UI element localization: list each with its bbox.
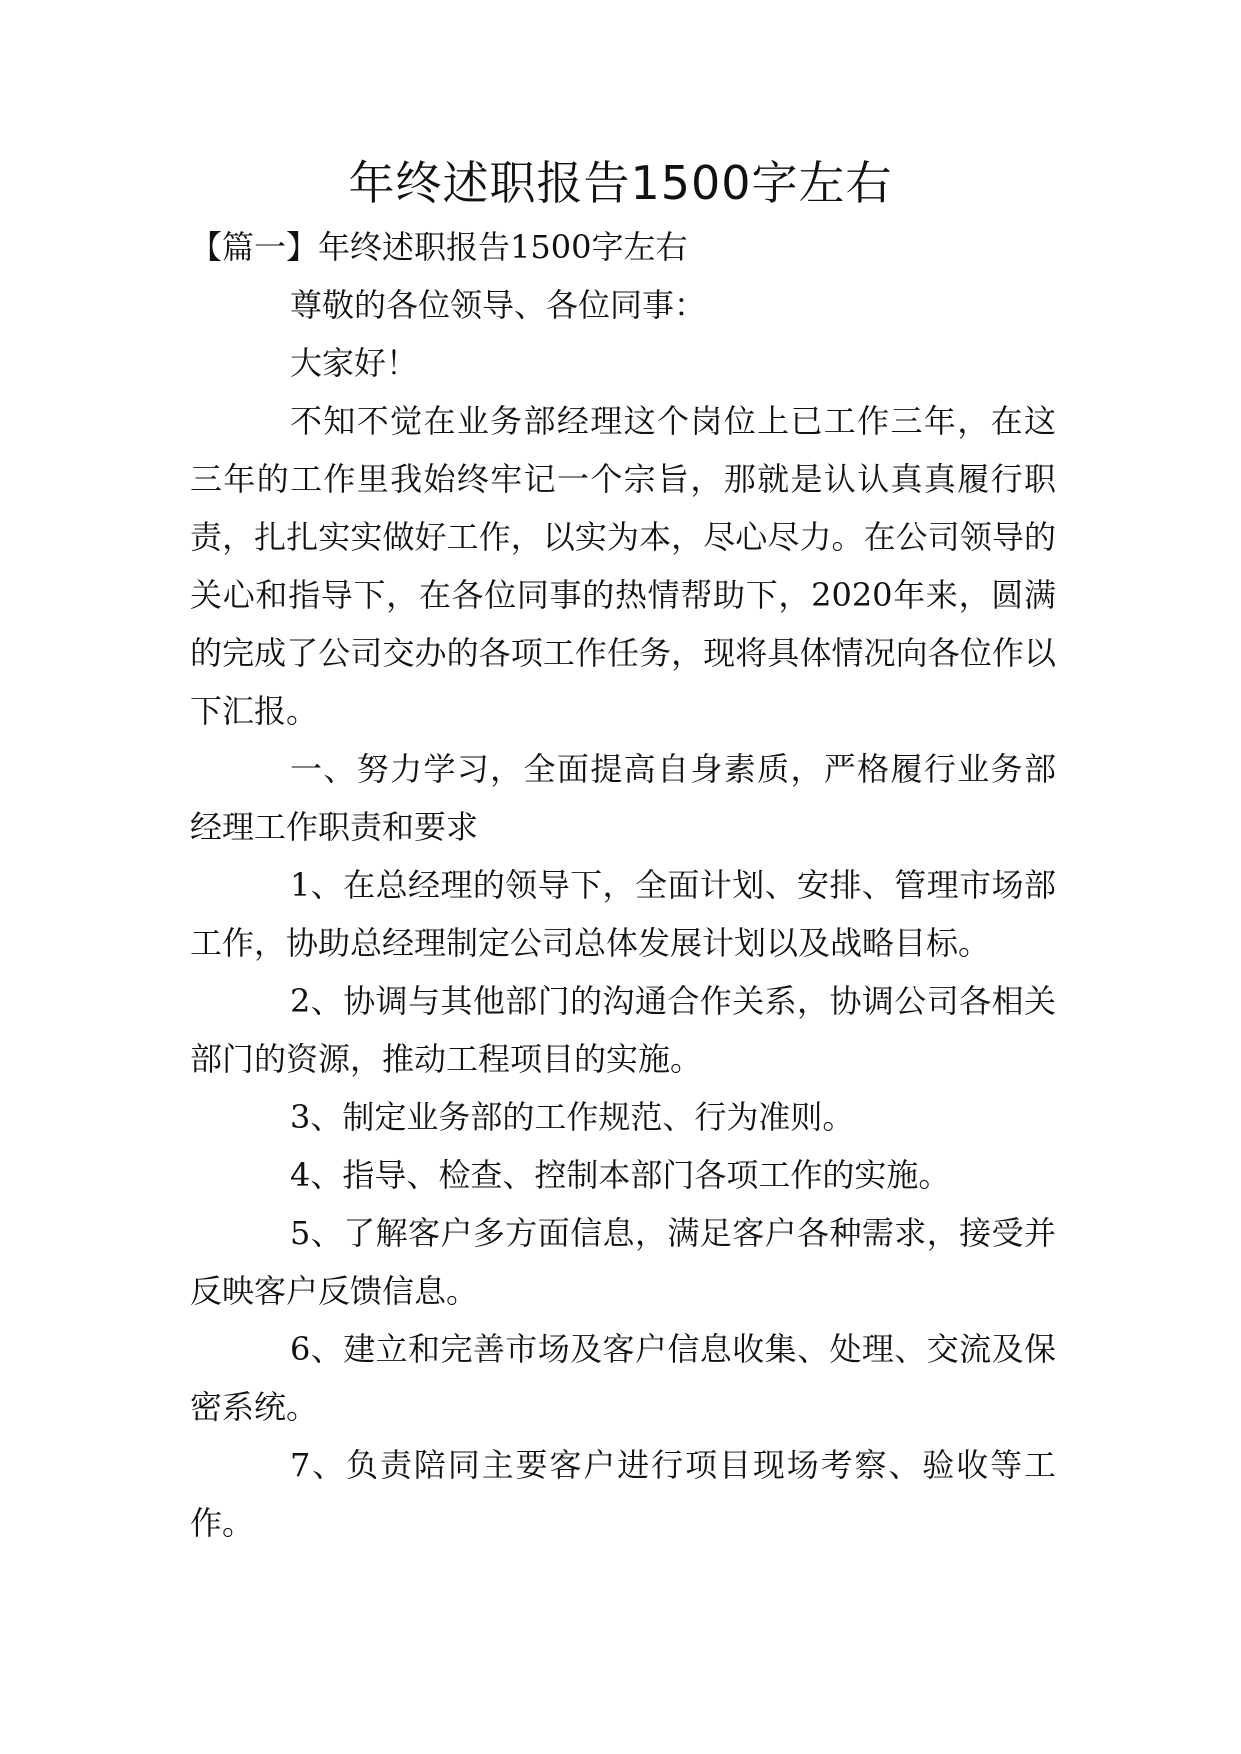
section-heading: 【篇一】年终述职报告1500字左右 <box>190 228 688 266</box>
list-item-7: 7、负责陪同主要客户进行项目现场考察、验收等工作。 <box>190 1446 1056 1542</box>
salutation: 尊敬的各位领导、各位同事： <box>290 286 707 324</box>
document-body <box>190 218 1056 1552</box>
subsection-heading: 一、努力学习，全面提高自身素质，严格履行业务部经理工作职责和要求 <box>190 750 1056 846</box>
list-item-4: 4、指导、检查、控制本部门各项工作的实施。 <box>290 1156 951 1194</box>
greeting: 大家好！ <box>290 344 419 382</box>
document-title: 年终述职报告1500字左右 <box>348 156 893 210</box>
list-item-6: 6、建立和完善市场及客户信息收集、处理、交流及保密系统。 <box>190 1330 1056 1426</box>
intro-paragraph: 不知不觉在业务部经理这个岗位上已工作三年，在这三年的工作里我始终牢记一个宗旨，那就是认认真真履行职责，扎扎实实做好工作，以实为本，尽心尽力。在公司领导的关心和指导下，在各位同事的热情帮助下，2020年来，圆满的完成了公司交办的各项工作任务，现将具体情况向各位作以下汇报。 <box>190 402 1056 730</box>
list-item-1: 1、在总经理的领导下，全面计划、安排、管理市场部工作，协助总经理制定公司总体发展计划以及战略目标。 <box>190 866 1056 962</box>
list-item-2: 2、协调与其他部门的沟通合作关系，协调公司各相关部门的资源，推动工程项目的实施。 <box>190 982 1056 1078</box>
list-item-5: 5、了解客户多方面信息，满足客户各种需求，接受并反映客户反馈信息。 <box>190 1214 1056 1310</box>
list-item-3: 3、制定业务部的工作规范、行为准则。 <box>290 1098 855 1136</box>
